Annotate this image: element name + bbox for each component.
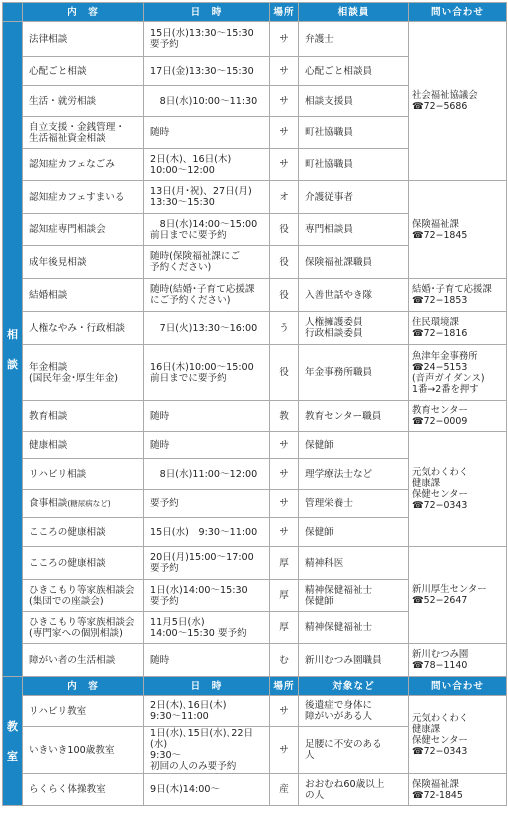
item-staff: 新川むつみ園職員 [299,644,409,677]
contact-cell: 元気わくわく 健康課 保健センター ☎72−0343 [409,696,507,774]
item-place: 役 [270,214,299,246]
table-row [3,279,507,312]
item-name: 認知症カフェなごみ [23,149,144,181]
item-time: 随時 [144,432,270,459]
item-place: サ [270,22,299,57]
header-content: 内 容 [23,3,144,22]
item-name: ひきこもり等家族相談会 (集団での座談会) [23,580,144,612]
class-target: 足腰に不安のある 人 [299,727,409,774]
class-time: 9日(木)14:00〜 [144,774,270,806]
header-staff: 相談員 [299,3,409,22]
item-name: 成年後見相談 [23,246,144,279]
class-place: サ [270,727,299,774]
class-name: リハビリ教室 [23,696,144,727]
item-name-text: 食事相談 [29,498,68,509]
contact-cell: 保険福祉課 ☎72-1845 [409,774,507,806]
item-place: サ [270,57,299,86]
contact-cell: 魚津年金事務所 ☎24−5153 (音声ガイダンス) 1番→2番を押す [409,345,507,401]
item-place: 役 [270,279,299,312]
item-name: リハビリ相談 [23,459,144,490]
item-staff: 町社協職員 [299,149,409,181]
item-name: こころの健康相談 [23,547,144,580]
header-contact: 問い合わせ [409,3,507,22]
item-staff: 保健師 [299,518,409,547]
item-staff: 町社協職員 [299,117,409,149]
item-place: 役 [270,246,299,279]
item-staff: 精神保健福祉士 保健師 [299,580,409,612]
item-staff: 理学療法士など [299,459,409,490]
item-time: 8日(水)10:00〜11:30 [144,86,270,117]
item-staff: 人権擁護委員 行政相談委員 [299,312,409,345]
item-name-note: (糖尿病など) [67,499,111,508]
header-place: 場所 [270,3,299,22]
table-row [3,401,507,432]
item-name: 障がい者の生活相談 [23,644,144,677]
table-row [3,696,507,727]
item-name: 生活・就労相談 [23,86,144,117]
item-place: サ [270,432,299,459]
contact-cell: 新川むつみ園 ☎78−1140 [409,644,507,677]
item-time: 20日(月)15:00〜17:00 要予約 [144,547,270,580]
class-time: 1日(水)､15日(水)､22日(水) 9:30〜 初回の人のみ要予約 [144,727,270,774]
table-row [3,345,507,401]
item-time: 15日(水) 9:30〜11:00 [144,518,270,547]
header-datetime: 日 時 [144,3,270,22]
item-time: 要予約 [144,490,270,518]
contact-cell: 結婚･子育て応援課 ☎72−1853 [409,279,507,312]
item-name: ひきこもり等家族相談会 (専門家への個別相談) [23,612,144,644]
table-row [3,432,507,459]
item-time: 13日(月･祝)、27日(月) 13:30〜15:30 [144,181,270,214]
item-time: 15日(水)13:30〜15:30 要予約 [144,22,270,57]
item-time: 16日(木)10:00〜15:00 前日までに要予約 [144,345,270,401]
consultation-schedule-table [2,2,507,806]
item-place: サ [270,86,299,117]
item-time: 7日(火)13:30〜16:00 [144,312,270,345]
item-place: サ [270,490,299,518]
item-place: サ [270,117,299,149]
item-place: 厚 [270,580,299,612]
item-staff: 心配ごと相談員 [299,57,409,86]
item-staff: 教育センター職員 [299,401,409,432]
item-staff: 保険福祉課職員 [299,246,409,279]
item-staff: 弁護士 [299,22,409,57]
item-name: 健康相談 [23,432,144,459]
class-time: 2日(木)､16日(木) 9:30〜11:00 [144,696,270,727]
item-time: 8日(水)11:00〜12:00 [144,459,270,490]
class-name: いきいき100歳教室 [23,727,144,774]
item-staff: 管理栄養士 [299,490,409,518]
item-time: 17日(金)13:30〜15:30 [144,57,270,86]
item-staff: 精神科医 [299,547,409,580]
item-staff: 年金事務所職員 [299,345,409,401]
contact-cell: 住民環境課 ☎72−1816 [409,312,507,345]
item-time: 随時 [144,401,270,432]
section-label-consultation: 相 談 [3,22,23,677]
item-place: オ [270,181,299,214]
table-row [3,774,507,806]
header-row [3,3,507,22]
table-row [3,22,507,57]
class-target: 後遺症で身体に 障がいがある人 [299,696,409,727]
item-place: サ [270,518,299,547]
item-place: 教 [270,401,299,432]
class-target: おおむね60歳以上 の人 [299,774,409,806]
item-name: 結婚相談 [23,279,144,312]
item-time: 随時(結婚･子育て応援課 にご予約ください) [144,279,270,312]
contact-cell: 元気わくわく 健康課 保健センター ☎72−0343 [409,432,507,547]
class-name: らくらく体操教室 [23,774,144,806]
item-place: サ [270,149,299,181]
item-time: 8日(水)14:00〜15:00 前日までに要予約 [144,214,270,246]
table-row [3,644,507,677]
item-staff: 専門相談員 [299,214,409,246]
header-contact: 問い合わせ [409,677,507,696]
item-time: 随時 [144,117,270,149]
item-name: 自立支援・金銭管理・ 生活福祉資金相談 [23,117,144,149]
class-place: 産 [270,774,299,806]
item-name [23,490,144,518]
header-content: 内 容 [23,677,144,696]
table-row [3,547,507,580]
item-time: 1日(水)14:00〜15:30 要予約 [144,580,270,612]
header-row-classes [3,677,507,696]
item-name: 認知症専門相談会 [23,214,144,246]
item-place: 厚 [270,612,299,644]
contact-cell: 教育センター ☎72−0009 [409,401,507,432]
item-name: 年金相談 (国民年金･厚生年金) [23,345,144,401]
item-name: 教育相談 [23,401,144,432]
contact-cell: 社会福祉協議会 ☎72−5686 [409,22,507,181]
item-time: 2日(木)、16日(木) 10:00〜12:00 [144,149,270,181]
item-staff: 相談支援員 [299,86,409,117]
table-row [3,312,507,345]
item-staff: 保健師 [299,432,409,459]
item-place: サ [270,459,299,490]
item-staff: 入善世話やき隊 [299,279,409,312]
item-name: 人権なやみ・行政相談 [23,312,144,345]
table-row [3,181,507,214]
header-datetime: 日 時 [144,677,270,696]
item-time: 随時 [144,644,270,677]
header-corner [3,3,23,22]
item-place: 厚 [270,547,299,580]
item-staff: 精神保健福祉士 [299,612,409,644]
header-place: 場所 [270,677,299,696]
item-place: う [270,312,299,345]
section-label-classes: 教 室 [3,677,23,806]
item-place: む [270,644,299,677]
class-place: サ [270,696,299,727]
item-place: 役 [270,345,299,401]
item-name: 認知症カフェすまいる [23,181,144,214]
contact-cell: 新川厚生センター ☎52−2647 [409,547,507,644]
header-target: 対象など [299,677,409,696]
item-time: 随時(保険福祉課にご 予約ください) [144,246,270,279]
item-time: 11月5日(水) 14:00〜15:30 要予約 [144,612,270,644]
item-name: こころの健康相談 [23,518,144,547]
item-staff: 介護従事者 [299,181,409,214]
item-name: 法律相談 [23,22,144,57]
contact-cell: 保険福祉課 ☎72−1845 [409,181,507,279]
item-name: 心配ごと相談 [23,57,144,86]
